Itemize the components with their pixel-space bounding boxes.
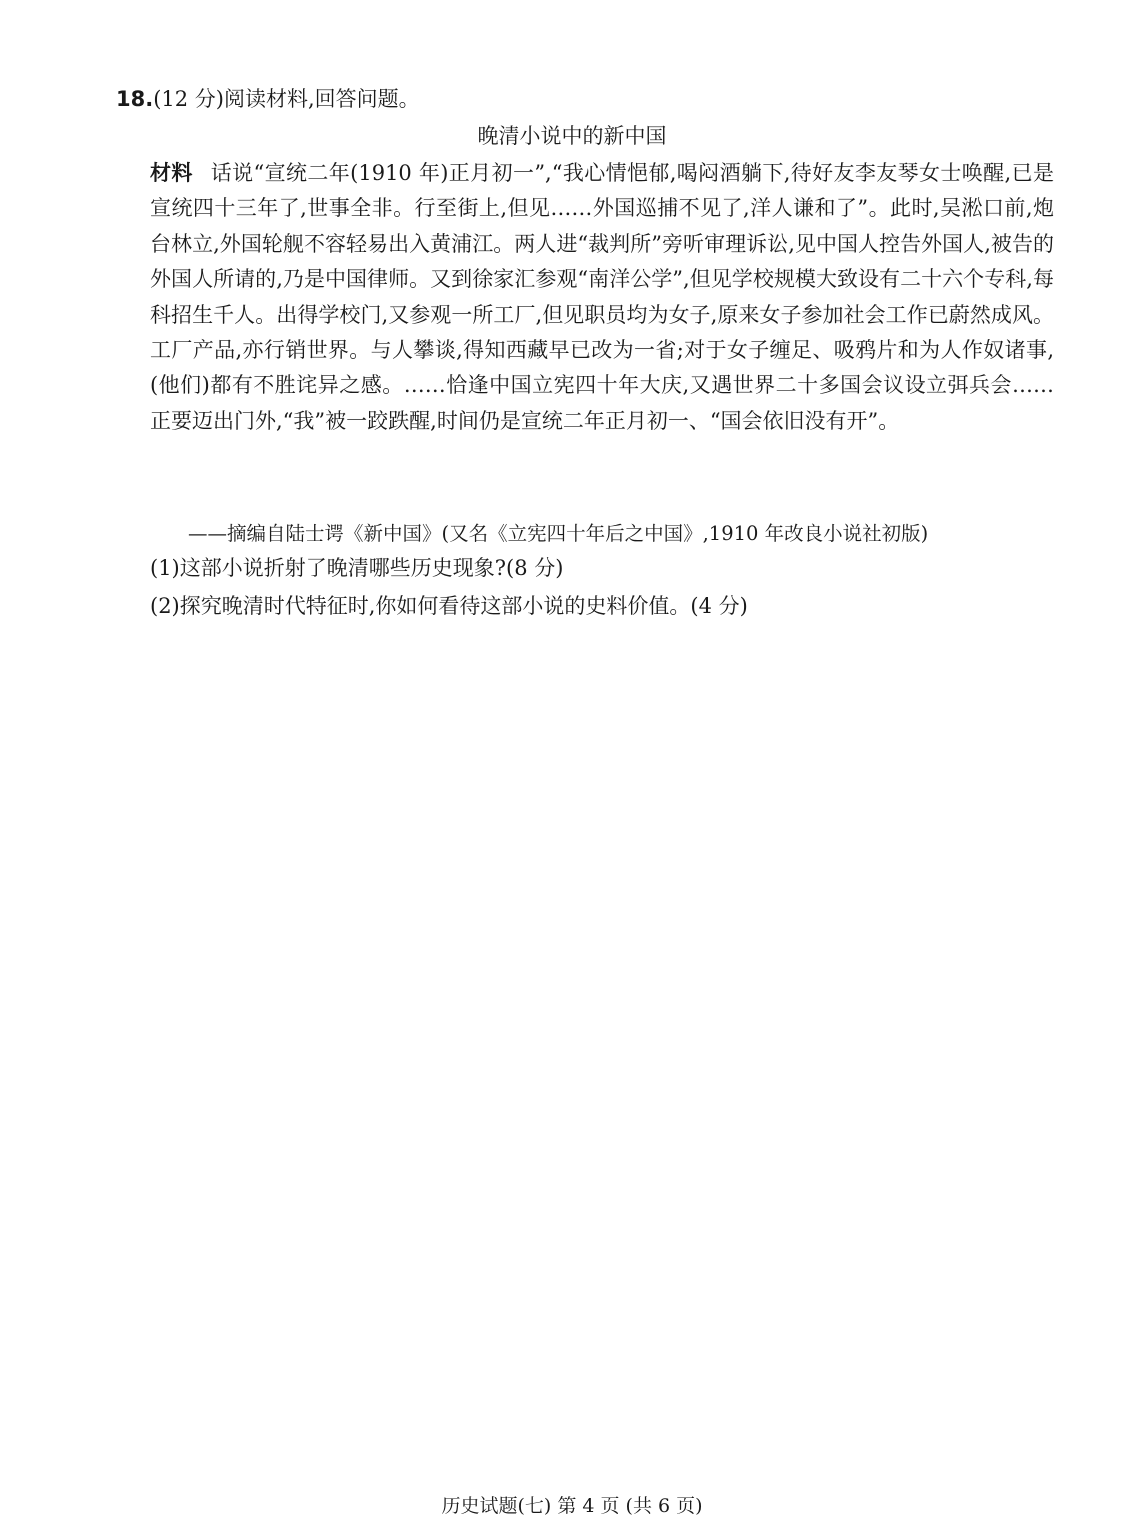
sub-question-1: (1)这部小说折射了晚清哪些历史现象?(8 分) <box>150 556 564 580</box>
question-number: 18. <box>116 87 154 111</box>
material-label: 材料 <box>150 161 193 185</box>
material-title: 晚清小说中的新中国 <box>477 124 667 148</box>
question-header-text: (12 分)阅读材料,回答问题。 <box>153 87 420 111</box>
material-block <box>150 156 1054 439</box>
question-header <box>116 84 420 114</box>
material-source: ——摘编自陆士谔《新中国》(又名《立宪四十年后之中国》,1910 年改良小说社初版) <box>188 522 929 545</box>
material-text: 话说“宣统二年(1910 年)正月初一”,“我心情悒郁,喝闷酒躺下,待好友李友琴女士唤醒,已是宣统四十三年了,世事全非。行至街上,但见……外国巡捕不见了,洋人谦和了”。此时,吴淞口前,炮台林立,外国轮舰不容轻易出入黄浦江。两人进“裁判所”旁听审理诉讼,见中国人控告外国人,被告的外国人所请的,乃是中国律师。又到徐家汇参观“南洋公学”,但见学校规模大致设有二十六个专科,每科招生千人。出得学校门,又参观一所工厂,但见职员均为女子,原来女子参加社会工作已蔚然成风。工厂产品,亦行销世界。与人攀谈,得知西藏早已改为一省;对于女子缠足、吸鸦片和为人作奴诸事,(他们)都有不胜诧异之感。……恰逢中国立宪四十年大庆,又遇世界二十多国会议设立弭兵会……正要迈出门外,“我”被一跤跌醒,时间仍是宣统二年正月初一、“国会依旧没有开”。 <box>150 161 1054 433</box>
page-footer: 历史试题(七) 第 4 页 (共 6 页) <box>441 1495 703 1517</box>
sub-question-2: (2)探究晚清时代特征时,你如何看待这部小说的史料价值。(4 分) <box>150 594 748 618</box>
